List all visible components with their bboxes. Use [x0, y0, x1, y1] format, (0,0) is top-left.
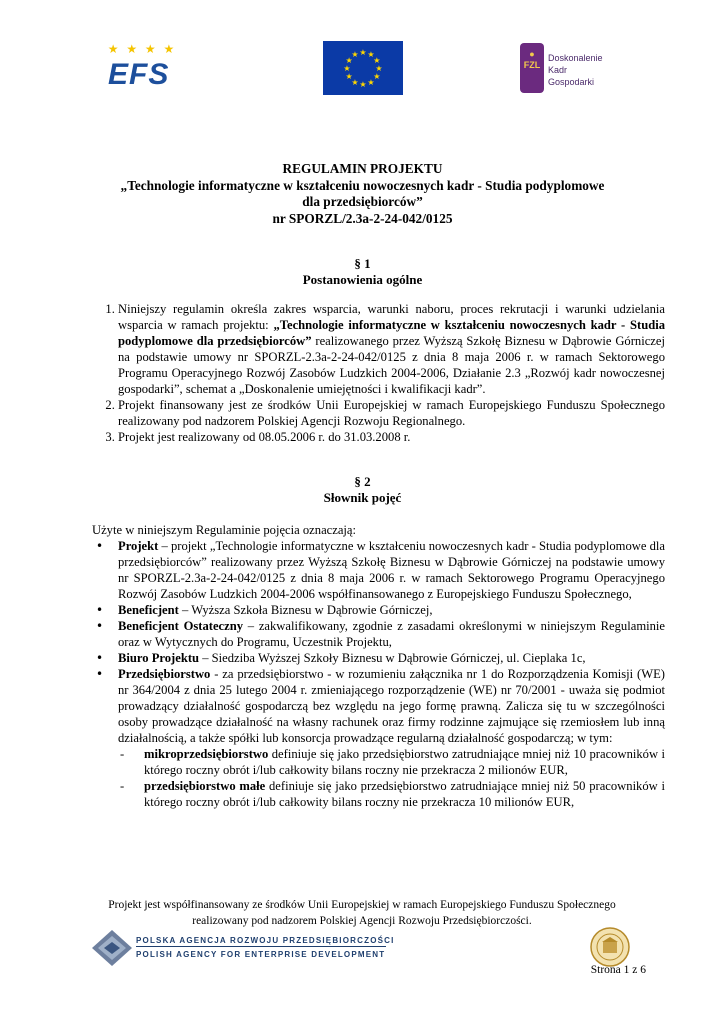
eu-star-icon: ★ [373, 56, 381, 65]
section1-list [92, 301, 665, 445]
footer-line1: Projekt jest współfinansowany ze środków Unii Europejskiej w ramach Europejskiego Funduszu Społecznego [108, 899, 616, 911]
document-title [110, 161, 615, 227]
list-item: • Beneficjent Ostateczny – zakwalifikowany, zgodnie z zasadami określonymi w niniejszym Regulaminie oraz w Wytycznych do Programu, Uczestnik Projektu, [118, 618, 665, 650]
eu-stars-icon [323, 41, 403, 95]
list-item: 3. Projekt jest realizowany od 08.05.2006 r. do 31.03.2008 r. [118, 429, 665, 445]
efs-logo-text: EFS [108, 58, 170, 91]
section1-heading: Postanowienia ogólne [302, 272, 423, 287]
eu-star-icon: ★ [351, 77, 359, 87]
parp-label-en: POLISH AGENCY FOR ENTERPRISE DEVELOPMENT [136, 950, 386, 959]
section2-heading: Słownik pojęć [323, 490, 402, 505]
fzl-logo [520, 43, 630, 95]
eu-star-icon: ★ [345, 56, 353, 65]
section2-number: § 2 [354, 474, 371, 489]
footer-line2: realizowany pod nadzorem Polskiej Agencji Rozwoju Przedsiębiorczości. [192, 915, 532, 927]
list-item: 1. Niniejszy regulamin określa zakres wsparcia, warunki naboru, proces rekrutacji i warunki udzielania wsparcia w ramach projektu: „Technologie informatyczne w kształceniu nowoczesnych kadr - Studia podyplomowe dla przedsiębiorców” realizowanego przez Wyższą Szkołę Biznesu w Dąbrowie Górniczej na podstawie umowy nr SPORZL-2.3a-2-24-042/0125 z dnia 8 maja 2006 r. w ramach Sektorowego Programu Operacyjnego Rozwój Zasobów Ludzkich 2004-2006, Działanie 2.3 „Rozwój kadr nowoczesnej gospodarki”, schemat a „Doskonalenie umiejętności i kwalifikacji kadr”. [118, 301, 665, 397]
list-item: - przedsiębiorstwo małe definiuje się jako przedsiębiorstwo zatrudniające mniej niż 50 pracowników i którego roczny obrót i/lub całkowity bilans roczny nie przekracza 10 milionów EUR, [144, 778, 665, 810]
eu-star-icon: ★ [359, 48, 367, 57]
eu-flag-icon [323, 41, 403, 95]
subdefinitions-list [118, 746, 665, 810]
eu-star-icon: ★ [367, 77, 375, 87]
title-line2: „Technologie informatyczne w kształceniu nowoczesnych kadr - Studia podyplomowe [120, 177, 605, 193]
eu-star-icon: ★ [359, 80, 367, 89]
efs-stars-icon: ★ ★ ★ ★ [107, 42, 177, 56]
list-item: • Projekt – projekt „Technologie informatyczne w kształceniu nowoczesnych kadr - Studia podyplomowe dla przedsiębiorców” realizowany przez Wyższą Szkołę Biznesu w Dąbrowie Górniczej na podstawie umowy nr SPORZL-2.3a-2-24-042/0125 z dnia 8 maja 2006 r. w ramach Sektorowego Programu Operacyjnego Rozwój Zasobów Ludzkich 2004-2006 współfinansowanego z Europejskiego Funduszu Społecznego, [118, 538, 665, 602]
fzl-line2: Kadr [548, 65, 568, 75]
eu-star-icon: ★ [375, 64, 383, 73]
list-item: • Biuro Projektu – Siedziba Wyższej Szkoły Biznesu w Dąbrowie Górniczej, ul. Cieplaka 1c, [118, 650, 665, 666]
parp-label-pl: POLSKA AGENCJA ROZWOJU PRZEDSIĘBIORCZOŚCI [136, 936, 395, 945]
title-line1: REGULAMIN PROJEKTU [282, 161, 443, 176]
list-item: • Przedsiębiorstwo - za przedsiębiorstwo - w rozumieniu załącznika nr 1 do Rozporządzenia Komisji (WE) nr 364/2004 z dnia 25 lutego 2004 r. zmieniającego rozporządzenie (WE) nr 70/2001 - uważa się podmiot prowadzący działalność gospodarczą bez względu na jego formę prawną. Zalicza się tu w szczególności osoby prowadzące działalność na własny rachunek oraz firmy rodzinne zajmujące się rzemiosłem lub inną działalnością, a także spółki lub konsorcja prowadzące regularną działalność gospodarczą; w tym: - mikroprzedsiębiorstwo definiuje się jako przedsiębiorstwo zatrudniające mniej niż 10 pracowników i którego roczny obrót i/lub całkowity bilans roczny nie przekracza 2 milionów EUR, - przedsiębiorstwo małe definiuje się jako przedsiębiorstwo zatrudniające mniej niż 50 pracowników i którego roczny obrót i/lub całkowity bilans roczny nie przekracza 10 milionów EUR, [118, 666, 665, 810]
title-line4: nr SPORZL/2.3a-2-24-042/0125 [272, 210, 453, 226]
section2-intro: Użyte w niniejszym Regulaminie pojęcia oznaczają: [92, 523, 357, 537]
eu-star-icon: ★ [351, 50, 359, 60]
eu-star-icon: ★ [345, 72, 353, 81]
section1-number: § 1 [354, 256, 371, 271]
eu-star-icon: ★ [367, 50, 375, 60]
title-line3: dla przedsiębiorców” [302, 194, 423, 209]
fzl-line3: Gospodarki [548, 77, 595, 87]
parp-mark-icon [92, 930, 132, 966]
fzl-line1: Doskonalenie [548, 53, 603, 63]
parp-logo [92, 930, 395, 966]
footer-note [80, 897, 644, 929]
university-seal-icon [590, 927, 630, 967]
eu-star-icon: ★ [373, 72, 381, 81]
eu-star-icon: ★ [343, 64, 351, 73]
definitions-list [92, 538, 665, 810]
list-item: 2. Projekt finansowany jest ze środków Unii Europejskiej w ramach Europejskiego Funduszu Społecznego realizowany pod nadzorem Polskiej Agencji Rozwoju Regionalnego. [118, 397, 665, 429]
list-item: - mikroprzedsiębiorstwo definiuje się jako przedsiębiorstwo zatrudniające mniej niż 10 pracowników i którego roczny obrót i/lub całkowity bilans roczny nie przekracza 2 milionów EUR, [144, 746, 665, 778]
page-number: Strona 1 z 6 [590, 964, 646, 976]
fzl-logo-text [548, 52, 603, 88]
parp-divider [136, 946, 386, 947]
fzl-mark-text: FZL [523, 60, 541, 70]
fzl-mark: ● FZL [520, 43, 544, 93]
list-item: • Beneficjent – Wyższa Szkoła Biznesu w Dąbrowie Górniczej, [118, 602, 665, 618]
efs-logo [104, 42, 180, 94]
